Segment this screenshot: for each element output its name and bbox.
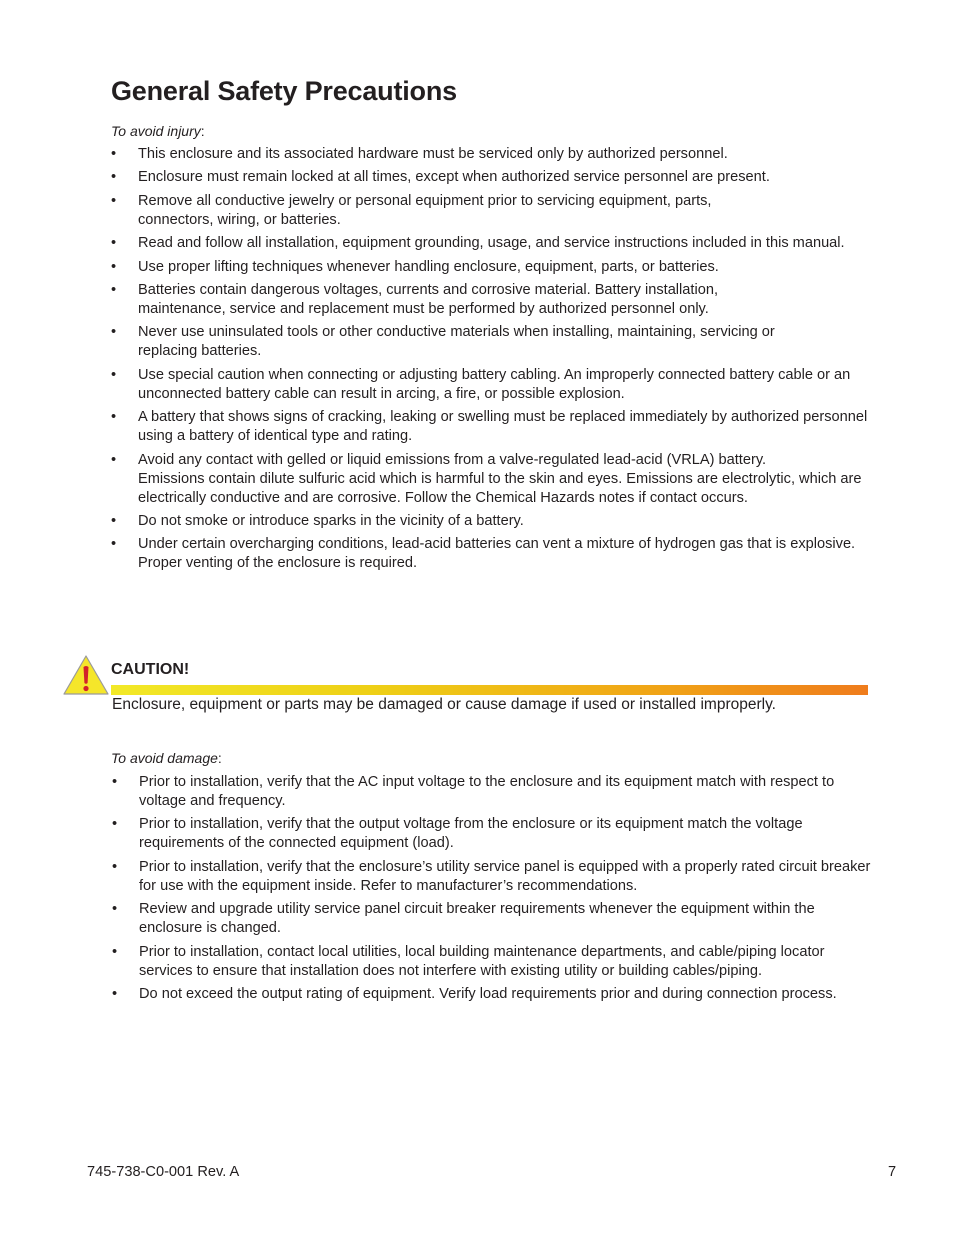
damage-intro-label: To avoid damage (111, 750, 218, 766)
warning-triangle-icon (62, 654, 110, 696)
list-item: • Prior to installation, verify that the enclosure’s utility service panel is equipped with a properly rated circuit breaker for use with the equipment inside. Refer to manufacturer’s recommendations. (112, 858, 872, 896)
caution-bar (111, 685, 868, 695)
list-item: • Do not smoke or introduce sparks in the vicinity of a battery. (111, 512, 871, 531)
list-item (111, 451, 871, 508)
list-item: • Enclosure must remain locked at all times, except when authorized service personnel are present. (111, 168, 871, 187)
list-item (111, 192, 758, 230)
injury-intro-colon: : (200, 123, 205, 139)
injury-list (111, 145, 871, 578)
list-item: • Review and upgrade utility service panel circuit breaker requirements whenever the equipment within the enclosure is changed. (112, 900, 872, 938)
footer-doc-number: 745-738-C0-001 Rev. A (87, 1164, 240, 1180)
list-item (111, 281, 871, 319)
damage-intro (111, 750, 222, 766)
injury-intro (111, 123, 205, 139)
damage-intro-colon: : (217, 750, 222, 766)
caution-label: CAUTION! (111, 661, 190, 678)
list-item: • Prior to installation, verify that the output voltage from the enclosure or its equipment match the voltage requirements of the connected equipment (load). (112, 815, 872, 853)
list-item: • Use proper lifting techniques whenever handling enclosure, equipment, parts, or batteries. (111, 258, 871, 277)
list-item: • Use special caution when connecting or adjusting battery cabling. An improperly connected battery cable or an unconnected battery cable can result in arcing, a fire, or possible explosion. (111, 366, 871, 404)
list-item: • Never use uninsulated tools or other conductive materials when installing, maintaining, servicing or replacing batteries. (111, 323, 838, 361)
list-item-text: Batteries contain dangerous voltages, currents and corrosive material. Battery installation, maintenance, service and replacement must be performed by authorized personnel only. (138, 281, 718, 317)
page-title: General Safety Precautions (111, 76, 457, 106)
damage-list (112, 773, 872, 1008)
list-item-text: Remove all conductive jewelry or personal equipment prior to servicing equipment, parts, connectors, wiring, or batteries. (138, 192, 712, 228)
injury-intro-label: To avoid injury (111, 123, 201, 139)
list-item: • Do not exceed the output rating of equipment. Verify load requirements prior and during connection process. (112, 985, 859, 1004)
list-item-text: Avoid any contact with gelled or liquid emissions from a valve-regulated lead-acid (VRLA) battery. Emissions contain dilute sulfuric acid which is harmful to the skin and eyes. Emissions are electrolytic, which are electrically conductive and are corrosive. Follow the Chemical Hazards notes if contact occurs. (138, 451, 862, 506)
list-item: • Under certain overcharging conditions, lead-acid batteries can vent a mixture of hydrogen gas that is explosive. Proper venting of the enclosure is required. (111, 535, 871, 573)
list-item: • This enclosure and its associated hardware must be serviced only by authorized personnel. (111, 145, 871, 164)
list-item: • Prior to installation, contact local utilities, local building maintenance departments, and cable/piping locator services to ensure that installation does not interfere with existing utility or building cables/piping. (112, 943, 872, 981)
caution-text: Enclosure, equipment or parts may be damaged or cause damage if used or installed improperly. (112, 696, 776, 713)
list-item: • Read and follow all installation, equipment grounding, usage, and service instructions included in this manual. (111, 234, 871, 253)
list-item: • A battery that shows signs of cracking, leaking or swelling must be replaced immediately by authorized personnel using a battery of identical type and rating. (111, 408, 871, 446)
list-item: • Prior to installation, verify that the AC input voltage to the enclosure and its equipment match with respect to voltage and frequency. (112, 773, 872, 811)
footer-page-number: 7 (888, 1164, 897, 1180)
